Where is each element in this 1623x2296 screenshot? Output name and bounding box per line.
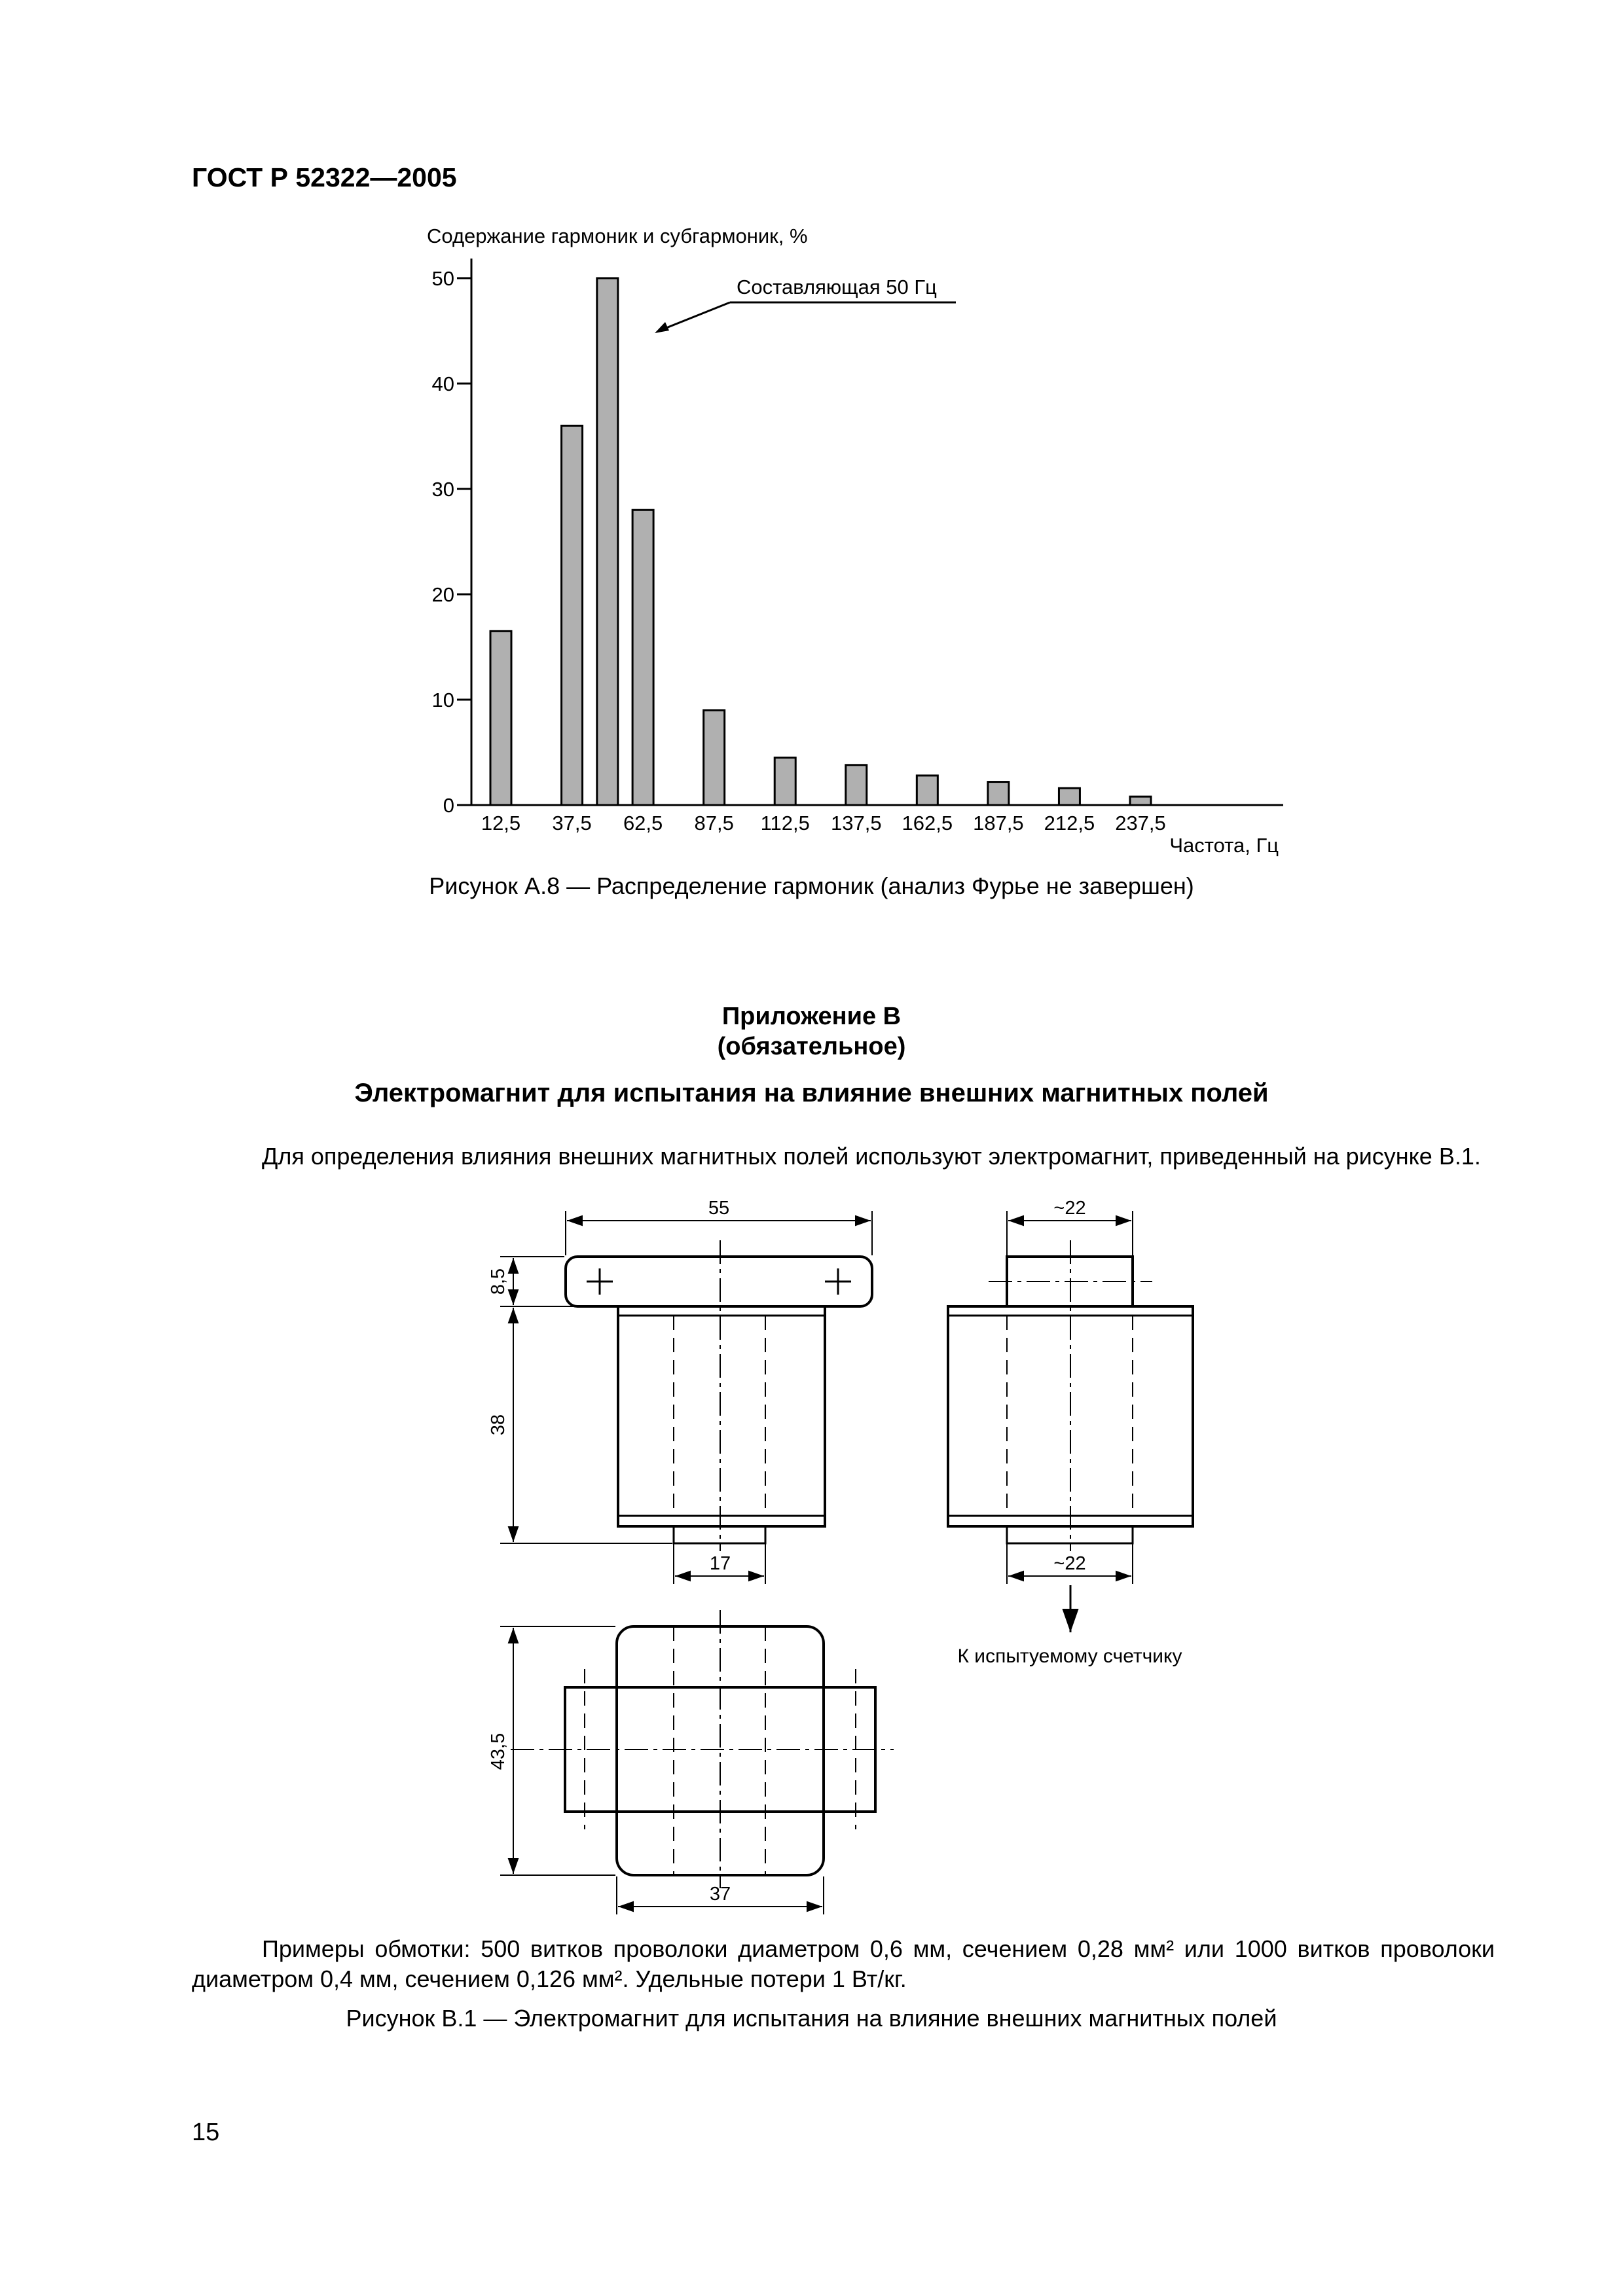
dim-17-label: 17 xyxy=(709,1553,731,1574)
chart-annotation: Составляющая 50 Гц xyxy=(737,276,937,298)
chart-bar xyxy=(490,631,511,805)
electromagnet-drawing xyxy=(458,1185,1231,1924)
x-tick-label: 187,5 xyxy=(973,812,1024,834)
y-tick-label: 20 xyxy=(431,583,454,606)
chart-bar xyxy=(704,710,725,805)
y-tick-label: 40 xyxy=(431,372,454,395)
annotation-arrowhead xyxy=(655,322,669,333)
chart-bar xyxy=(597,278,618,805)
x-tick-label: 212,5 xyxy=(1044,812,1095,834)
chart-x-axis-label: Частота, Гц xyxy=(1169,834,1279,857)
appendix-title xyxy=(0,1001,1623,1062)
dim-55-label: 55 xyxy=(708,1198,730,1219)
appendix-status: (обязательное) xyxy=(717,1033,906,1060)
plan-view xyxy=(500,1610,894,1914)
harmonics-bar-chart xyxy=(367,216,1296,864)
x-tick-label: 37,5 xyxy=(552,812,592,834)
chart-bar xyxy=(1059,788,1080,805)
front-body xyxy=(618,1306,825,1526)
x-tick-label: 162,5 xyxy=(902,812,953,834)
meter-label: К испытуемому счетчику xyxy=(957,1645,1182,1667)
appendix-title-text: Приложение В xyxy=(721,1003,902,1030)
page-number: 15 xyxy=(192,2119,220,2146)
appendix-heading: Электромагнит для испытания на влияние внешних магнитных полей xyxy=(354,1079,1269,1107)
y-tick-label: 50 xyxy=(431,267,454,290)
winding-note xyxy=(192,1934,1495,1994)
chart-x-ticks xyxy=(481,812,1166,834)
figure-b1-caption: Рисунок В.1 — Электромагнит для испытания на влияние внешних магнитных полей xyxy=(346,2005,1277,2032)
chart-bar xyxy=(988,782,1009,805)
mounting-cross-right xyxy=(825,1268,851,1295)
x-tick-label: 112,5 xyxy=(760,812,810,834)
chart-bar xyxy=(846,765,867,805)
document-header: ГОСТ Р 52322—2005 xyxy=(192,162,457,192)
chart-axes xyxy=(432,259,1283,817)
chart-bars xyxy=(490,278,1151,805)
dim-22-bottom-label: ~22 xyxy=(1053,1553,1086,1574)
intro-paragraph: Для определения влияния внешних магнитных полей используют электромагнит, приведенный на рисунке В.1. xyxy=(262,1143,1481,1170)
x-tick-label: 62,5 xyxy=(623,812,663,834)
y-tick-label: 10 xyxy=(431,689,454,711)
annotation-leader xyxy=(658,302,730,331)
mounting-cross-left xyxy=(587,1268,613,1295)
x-tick-label: 237,5 xyxy=(1115,812,1166,834)
x-tick-label: 12,5 xyxy=(481,812,521,834)
x-tick-label: 137,5 xyxy=(830,812,882,834)
figure-a8-caption: Рисунок А.8 — Распределение гармоник (анализ Фурье не завершен) xyxy=(429,872,1194,899)
chart-bar xyxy=(1130,797,1151,805)
dim-38-label: 38 xyxy=(488,1414,509,1436)
chart-bar xyxy=(562,425,583,805)
chart-bar xyxy=(632,510,653,805)
x-tick-label: 87,5 xyxy=(694,812,734,834)
dim-43-5-label: 43,5 xyxy=(488,1732,509,1770)
dim-37-label: 37 xyxy=(709,1884,731,1905)
y-tick-label: 30 xyxy=(431,478,454,501)
dim-8-5-label: 8,5 xyxy=(488,1268,509,1295)
y-tick-label: 0 xyxy=(443,794,454,817)
chart-bar xyxy=(775,758,795,805)
winding-note-line-1: Примеры обмотки: 500 витков проволоки диаметром 0,6 мм, сечением 0,28 мм² или 1000 витков проволоки xyxy=(262,1935,1495,1962)
front-view xyxy=(500,1211,872,1584)
chart-y-axis-label: Содержание гармоник и субгармоник, % xyxy=(427,224,808,247)
winding-note-line-2: диаметром 0,4 мм, сечением 0,126 мм². Удельные потери 1 Вт/кг. xyxy=(192,1965,907,1992)
dim-22-top-label: ~22 xyxy=(1053,1198,1086,1219)
chart-bar xyxy=(917,776,938,805)
